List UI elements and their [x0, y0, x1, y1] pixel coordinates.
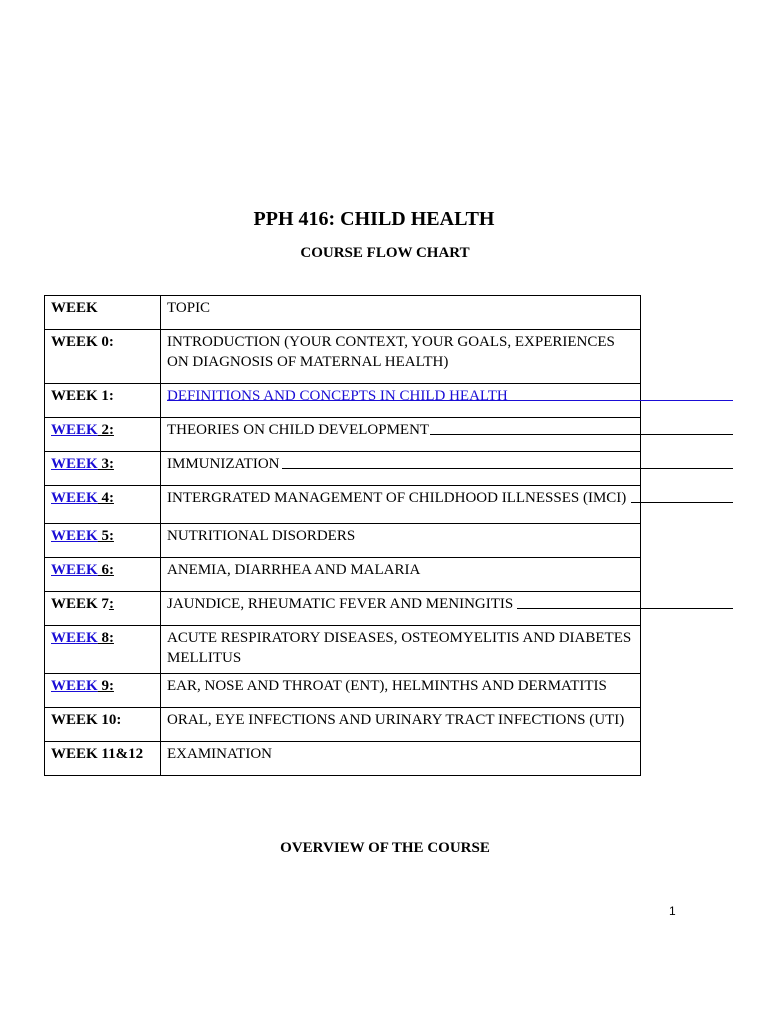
week-number: :	[108, 596, 114, 612]
topic-cell: NUTRITIONAL DISORDERS	[161, 524, 641, 558]
topic-text: INTERGRATED MANAGEMENT OF CHILDHOOD ILLNESSES (IMCI)	[167, 490, 627, 506]
week-link[interactable]: WEEK	[51, 630, 98, 646]
week-number: 6:	[97, 562, 114, 578]
week-cell	[45, 674, 161, 708]
topic-text: THEORIES ON CHILD DEVELOPMENT	[167, 422, 430, 438]
overview-heading: OVERVIEW OF THE COURSE	[280, 840, 490, 856]
topic-cell	[161, 486, 641, 524]
underline-extension	[167, 400, 733, 401]
week-number: 3:	[97, 456, 114, 472]
header-week: WEEK	[45, 296, 161, 330]
table-row-week-11-12	[45, 742, 641, 776]
week-cell	[45, 384, 161, 418]
underline-extension	[282, 468, 733, 469]
topic-text: IMMUNIZATION	[167, 456, 280, 472]
topic-cell: EAR, NOSE AND THROAT (ENT), HELMINTHS AND DERMATITIS	[161, 674, 641, 708]
week-cell	[45, 330, 161, 384]
table-row-week-10	[45, 708, 641, 742]
topic-cell	[161, 418, 641, 452]
topic-cell: INTRODUCTION (YOUR CONTEXT, YOUR GOALS, EXPERIENCES ON DIAGNOSIS OF MATERNAL HEALTH)	[161, 330, 641, 384]
underline-extension	[631, 502, 733, 503]
course-flow-table	[44, 295, 641, 776]
topic-cell: ANEMIA, DIARRHEA AND MALARIA	[161, 558, 641, 592]
week-cell	[45, 452, 161, 486]
week-cell	[45, 524, 161, 558]
week-cell	[45, 626, 161, 674]
underline-extension	[430, 434, 733, 435]
topic-cell: ORAL, EYE INFECTIONS AND URINARY TRACT INFECTIONS (UTI)	[161, 708, 641, 742]
week-link[interactable]: WEEK	[51, 422, 98, 438]
week-link[interactable]: WEEK	[51, 456, 98, 472]
week-cell	[45, 486, 161, 524]
week-number: 4:	[97, 490, 114, 506]
week-number: 5:	[97, 528, 114, 544]
topic-cell	[161, 592, 641, 626]
table-row-week-5	[45, 524, 641, 558]
week-label: WEEK 10:	[51, 712, 122, 728]
table-row-week-2	[45, 418, 641, 452]
week-cell	[45, 418, 161, 452]
topic-text: JAUNDICE, RHEUMATIC FEVER AND MENINGITIS	[167, 596, 514, 612]
table-row-week-7	[45, 592, 641, 626]
table-row-week-0	[45, 330, 641, 384]
week-label: WEEK 1:	[51, 388, 114, 404]
week-number: 2:	[97, 422, 114, 438]
table-row-week-9	[45, 674, 641, 708]
week-cell	[45, 708, 161, 742]
table-row-week-3	[45, 452, 641, 486]
week-link[interactable]: WEEK	[51, 678, 98, 694]
week-number: 9:	[97, 678, 114, 694]
header-topic: TOPIC	[161, 296, 641, 330]
document-subtitle: COURSE FLOW CHART	[300, 245, 470, 261]
table-row-week-4	[45, 486, 641, 524]
underline-extension	[517, 608, 733, 609]
week-link[interactable]: WEEK	[51, 528, 98, 544]
week-link[interactable]: WEEK	[51, 562, 98, 578]
week-label: WEEK 7	[51, 596, 109, 612]
table-header-row	[45, 296, 641, 330]
week-cell	[45, 742, 161, 776]
week-cell	[45, 558, 161, 592]
week-number: 8:	[97, 630, 114, 646]
week-link[interactable]: WEEK	[51, 490, 98, 506]
topic-cell: ACUTE RESPIRATORY DISEASES, OSTEOMYELITIS AND DIABETES MELLITUS	[161, 626, 641, 674]
table-row-week-6	[45, 558, 641, 592]
topic-cell	[161, 384, 641, 418]
topic-cell	[161, 452, 641, 486]
table-row-week-1	[45, 384, 641, 418]
table-row-week-8	[45, 626, 641, 674]
week-label: WEEK 11&12	[51, 746, 144, 762]
week-label: WEEK 0:	[51, 334, 114, 350]
topic-link[interactable]: DEFINITIONS AND CONCEPTS IN CHILD HEALTH	[167, 388, 508, 404]
topic-cell: EXAMINATION	[161, 742, 641, 776]
page-number: 1	[669, 904, 676, 918]
week-cell	[45, 592, 161, 626]
document-title: PPH 416: CHILD HEALTH	[253, 208, 495, 230]
